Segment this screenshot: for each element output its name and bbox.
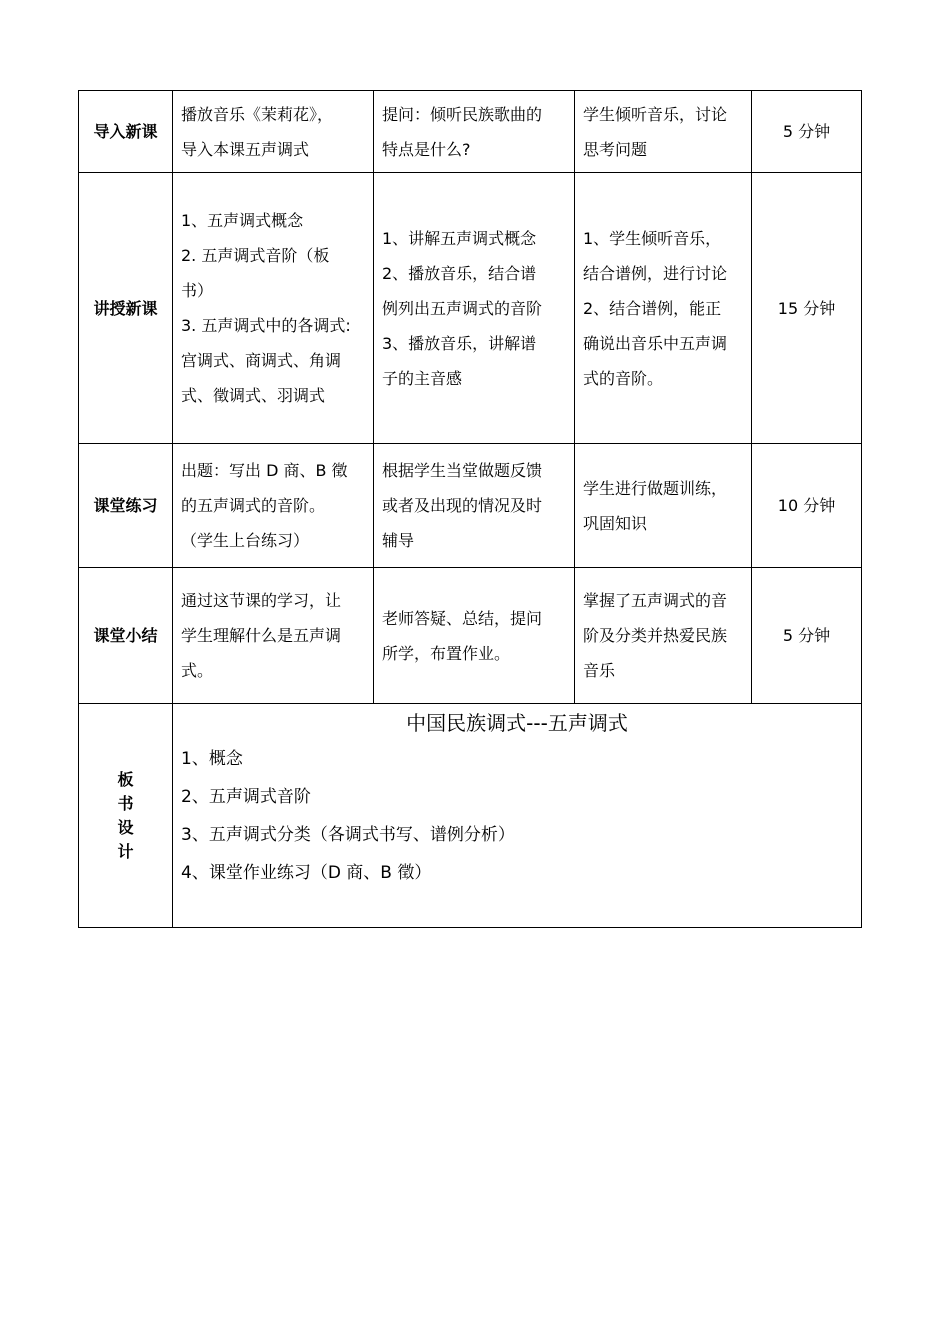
- text-line: 2、结合谱例，能正: [583, 298, 722, 318]
- student-cell: [575, 91, 752, 173]
- text-line: 通过这节课的学习，让: [181, 591, 342, 610]
- text-line: 思考问题: [583, 139, 648, 159]
- stage-cell: 课堂练习: [79, 444, 173, 568]
- stage-cell: 讲授新课: [79, 173, 173, 444]
- board-item: 2、五声调式音阶: [181, 787, 311, 807]
- text-line: 提问：倾听民族歌曲的: [382, 104, 543, 124]
- text-line: 结合谱例，进行讨论: [583, 263, 728, 283]
- text-line: 特点是什么?: [382, 139, 471, 159]
- text-line: 子的主音感: [382, 368, 463, 388]
- text-line: 学生进行做题训练，: [583, 478, 728, 498]
- text-line: 辅导: [382, 531, 415, 550]
- content-cell: [173, 568, 374, 704]
- board-title: 中国民族调式---五声调式: [406, 711, 628, 735]
- board-label-char: 书: [117, 793, 134, 813]
- content-cell: [173, 444, 374, 568]
- table-row: [79, 444, 862, 568]
- text-line: 1、学生倾听音乐，: [583, 228, 722, 248]
- text-line: 1、五声调式概念: [181, 211, 304, 230]
- teacher-cell: [374, 568, 575, 704]
- board-label-char: 计: [117, 841, 134, 861]
- time-cell: 5 分钟: [752, 568, 862, 704]
- table-row: [79, 568, 862, 704]
- text-line: （学生上台练习）: [181, 531, 310, 550]
- board-content-cell: [173, 704, 862, 928]
- lesson-plan-table: [78, 90, 862, 928]
- board-item: 4、课堂作业练习（D 商、B 徵）: [181, 863, 432, 883]
- text-line: 学生理解什么是五声调: [181, 626, 342, 645]
- text-line: 掌握了五声调式的音: [583, 591, 728, 610]
- board-design-row: [79, 704, 862, 928]
- board-item: 3、五声调式分类（各调式书写、谱例分析）: [181, 825, 515, 845]
- text-line: 所学，布置作业。: [382, 643, 511, 663]
- text-line: 宫调式、商调式、角调: [181, 351, 342, 370]
- board-label-char: 设: [117, 817, 134, 837]
- text-line: 2、播放音乐，结合谱: [382, 263, 537, 283]
- stage-cell: 课堂小结: [79, 568, 173, 704]
- board-item: 1、概念: [181, 749, 243, 769]
- teacher-cell: [374, 444, 575, 568]
- board-label-cell: [79, 704, 173, 928]
- text-line: 的五声调式的音阶。: [181, 496, 326, 515]
- text-line: 3、播放音乐，讲解谱: [382, 333, 537, 353]
- time-cell: 5 分钟: [752, 91, 862, 173]
- time-cell: 15 分钟: [752, 173, 862, 444]
- table-row: [79, 173, 862, 444]
- text-line: 式。: [181, 661, 214, 680]
- text-line: 3. 五声调式中的各调式:: [181, 316, 351, 335]
- text-line: 确说出音乐中五声调: [583, 333, 728, 353]
- student-cell: [575, 173, 752, 444]
- content-cell: [173, 173, 374, 444]
- board-label-char: 板: [117, 769, 134, 789]
- content-cell: [173, 91, 374, 173]
- text-line: 根据学生当堂做题反馈: [382, 461, 543, 480]
- text-line: 例列出五声调式的音阶: [382, 298, 543, 318]
- text-line: 书）: [181, 281, 214, 300]
- table-row: [79, 91, 862, 173]
- text-line: 导入本课五声调式: [181, 139, 310, 159]
- text-line: 播放音乐《茉莉花》，: [181, 104, 334, 124]
- text-line: 2. 五声调式音阶（板: [181, 246, 330, 265]
- text-line: 1、讲解五声调式概念: [382, 228, 537, 248]
- student-cell: [575, 444, 752, 568]
- text-line: 阶及分类并热爱民族: [583, 626, 728, 645]
- text-line: 出题：写出 D 商、B 徵: [181, 461, 348, 480]
- teacher-cell: [374, 173, 575, 444]
- stage-cell: 导入新课: [79, 91, 173, 173]
- student-cell: [575, 568, 752, 704]
- text-line: 式的音阶。: [583, 368, 664, 388]
- text-line: 式、徵调式、羽调式: [181, 386, 326, 405]
- text-line: 或者及出现的情况及时: [382, 496, 543, 515]
- text-line: 音乐: [583, 661, 616, 680]
- teacher-cell: [374, 91, 575, 173]
- text-line: 学生倾听音乐，讨论: [583, 104, 728, 124]
- text-line: 老师答疑、总结，提问: [382, 608, 543, 628]
- time-cell: 10 分钟: [752, 444, 862, 568]
- text-line: 巩固知识: [583, 513, 648, 533]
